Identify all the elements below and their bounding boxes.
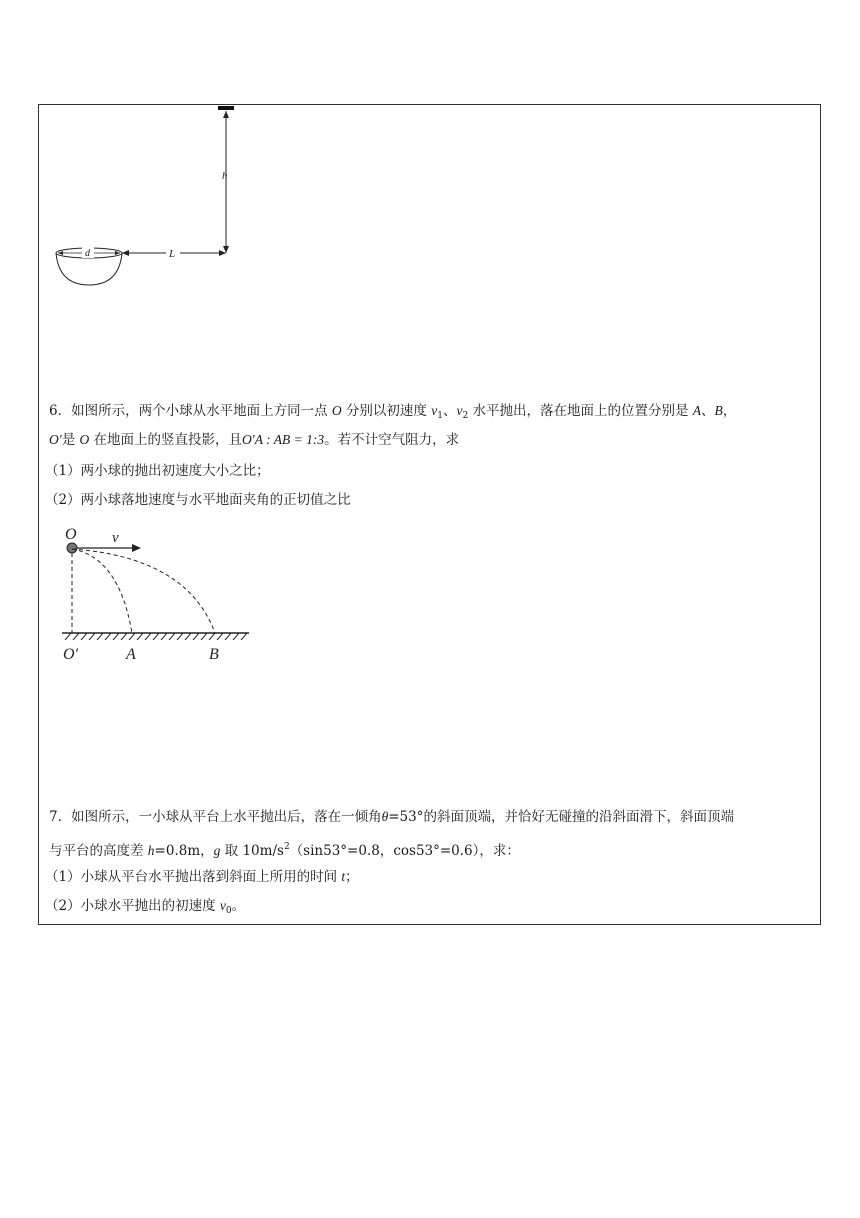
label-B: B — [209, 646, 219, 663]
label-O-prime: O′ — [63, 646, 79, 663]
q7-line2: 与平台的高度差 h=0.8m，g 取 $10m/s^2(\sin 53^\circ=0.8$，cos53°=0.6），求： — [49, 842, 520, 859]
q6-part1: （1）两小球的抛出初速度大小之比； — [45, 463, 270, 479]
distance-arrow-right — [219, 250, 226, 256]
drop-point-marker — [218, 106, 234, 110]
label-L: L — [169, 248, 176, 260]
ground-hatching — [65, 633, 247, 640]
label-d: d — [85, 248, 90, 259]
trajectory-B — [72, 549, 215, 633]
ball-O — [67, 543, 77, 553]
label-h: h — [222, 170, 228, 182]
question-frame — [38, 104, 821, 925]
q7-line1: 7．如图所示，一小球从平台上水平抛出后，落在一倾角θ=53°的斜面顶端，并恰好无碰撞的沿斜面滑下，斜面顶端 — [49, 809, 734, 825]
label-v: v — [112, 530, 119, 546]
projectile-figure — [57, 523, 257, 668]
distance-arrow-left — [122, 250, 129, 256]
q6-line2: O′是 O 在地面上的竖直投影，且O′A : AB = 1:3。若不计空气阻力，求 — [49, 432, 460, 448]
height-arrow-up — [223, 111, 229, 118]
height-arrow-down — [223, 246, 229, 253]
label-O: O — [65, 526, 77, 543]
q6-line1: 6．如图所示，两个小球从水平地面上方同一点 O 分别以初速度 $v_1$、$v_2$ 水平抛出，落在地面上的位置分别是 A、B， — [49, 403, 737, 421]
q6-part2: （2）两小球落地速度与水平地面夹角的正切值之比 — [45, 492, 351, 508]
bowl-drop-figure — [51, 105, 251, 295]
trajectory-A — [72, 549, 132, 633]
q7-part2: （2）小球水平抛出的初速度 $v_0$。 — [45, 898, 246, 916]
q7-part1: （1）小球从平台水平抛出落到斜面上所用的时间 t； — [45, 869, 359, 885]
label-A: A — [126, 646, 136, 663]
